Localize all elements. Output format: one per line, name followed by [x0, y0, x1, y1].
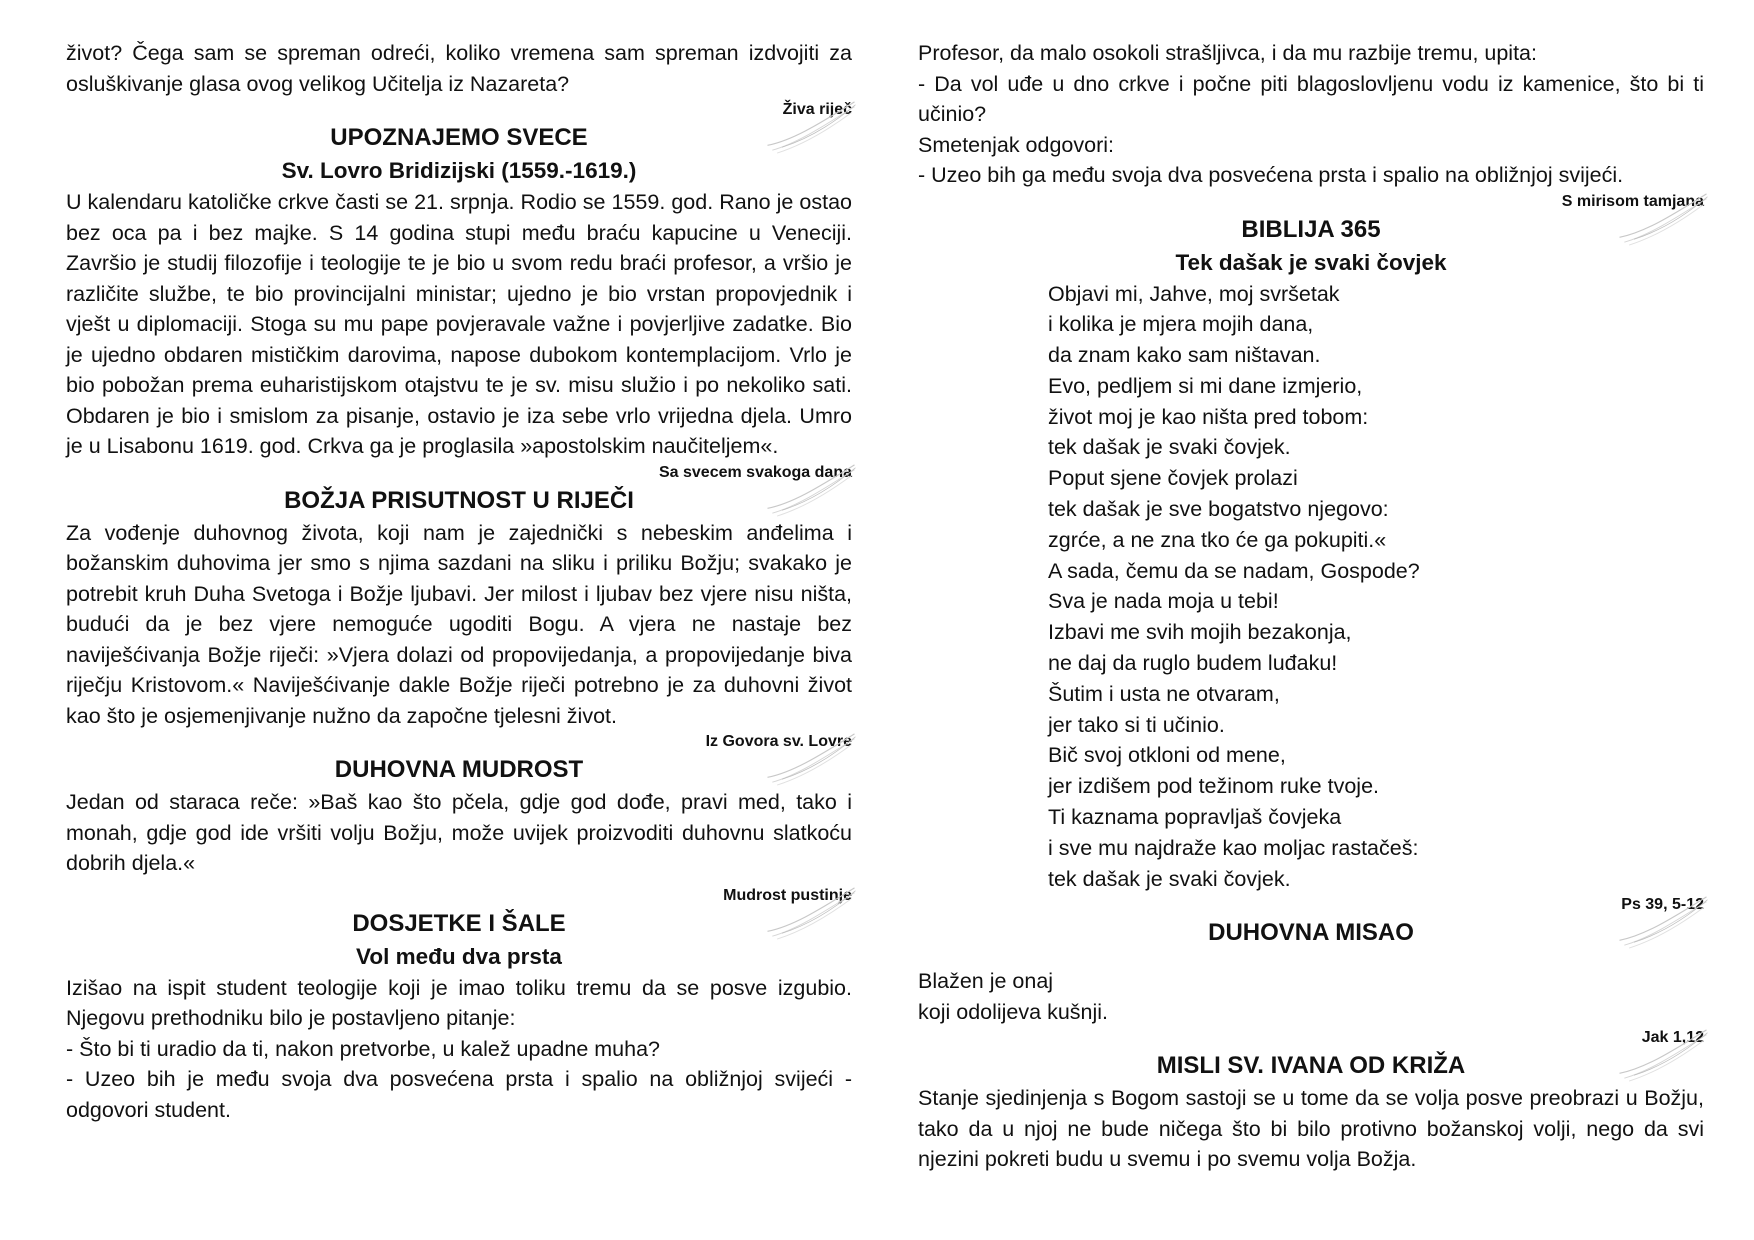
- thought-line-2: koji odolijeva kušnji.: [918, 999, 1109, 1024]
- saints-heading: [66, 121, 852, 155]
- poem-line: tek dašak je sve bogatstvo njegovo:: [1048, 497, 1389, 522]
- jokes-line-2: - Uzeo bih je među svoja dva posvećena prsta i spalio na obližnjoj svijeći - odgovori student.: [66, 1067, 852, 1122]
- left-column: [66, 38, 852, 1125]
- poem-line: ne daj da ruglo budem luđaku!: [1048, 651, 1338, 676]
- jokes-text: Izišao na ispit student teologije koji je imao toliku tremu da se posve izgubio. Njegovu prethodniku bilo je postavljeno pitanje:: [66, 975, 852, 1030]
- bible-subheading: Tek dašak je svaki čovjek: [1175, 249, 1447, 275]
- thought-source: Jak 1,12: [1641, 1029, 1704, 1047]
- poem-line: život moj je kao ništa pred tobom:: [1048, 404, 1369, 429]
- poem-line: i kolika je mjera mojih dana,: [1048, 312, 1314, 337]
- poem-line: Objavi mi, Jahve, moj svršetak: [1048, 281, 1340, 306]
- presence-source: Iz Govora sv. Lovre: [705, 733, 852, 750]
- feather-ornament-icon: [762, 729, 860, 787]
- wisdom-source: Mudrost pustinje: [723, 886, 852, 904]
- presence-text: Za vođenje duhovnog života, koji nam je zajednički s nebeskim anđelima i božanskim duhovima jer smo s njima sazdani na sliku i priliku Božju; svakako je potrebit kruh Duha Svetoga i Božje ljubavi. Jer milost i ljubav bez vjere nisu ništa, budući da je bez vjere nemoguće ugoditi Bogu. A vjera ne nastaje bez naviješćivanja Božje riječi: »Vjera dolazi od propovijedanja, a propovijedanje biva riječju Kristovom.« Naviješćivanje dakle Božje riječi potrebno je za duhovni život kao što je osjemenjivanje nužno da započne tjelesni život.: [66, 520, 852, 728]
- feather-ornament-icon: [1614, 892, 1712, 950]
- poem-line: tek dašak je svaki čovjek.: [1048, 866, 1291, 891]
- jokes-heading-text: DOSJETKE I ŠALE: [352, 909, 566, 937]
- saints-source: Sa svecem svakoga dana: [658, 463, 852, 481]
- bible-heading: [918, 213, 1704, 247]
- poem-line: Šutim i usta ne otvaram,: [1048, 681, 1280, 706]
- bible-heading-text: BIBLIJA 365: [1241, 215, 1381, 243]
- poem-line: Poput sjene čovjek prolazi: [1048, 466, 1298, 491]
- intro-text: život? Čega sam se spreman odreći, koliko vremena sam spreman izdvojiti za osluškivanje glasa ovog velikog Učitelja iz Nazareta?: [66, 41, 852, 96]
- poem-line: zgrće, a ne zna tko će ga pokupiti.«: [1048, 527, 1387, 552]
- poem-line: Ti kaznama popravljaš čovjeka: [1048, 805, 1342, 830]
- thought-line-1: Blažen je onaj: [918, 969, 1054, 994]
- saints-subheading: Sv. Lovro Bridizijski (1559.-1619.): [281, 158, 637, 183]
- feather-ornament-icon: [762, 883, 860, 941]
- presence-heading: [66, 484, 852, 518]
- joke-cont-source: S mirisom tamjana: [1561, 192, 1704, 210]
- intro-source: Živa riječ: [782, 101, 852, 118]
- jokes-heading: [66, 907, 852, 941]
- psalm-poem: [918, 279, 1704, 895]
- saints-heading-text: UPOZNAJEMO SVECE: [330, 124, 588, 151]
- feather-ornament-icon: [1614, 189, 1712, 247]
- saints-text: U kalendaru katoličke crkve časti se 21. srpnja. Rodio se 1559. god. Rano je ostao bez oca pa i bez majke. S 14 godina stupi među braću kapucine u Veneciji. Završio je studij filozofije i teologije te je bio u svom redu braći profesor, a vršio je različite službe, te bio provincijalni ministar; ujedno je bio vrstan propovjednik i vješt u diplomaciji. Stoga su mu pape povjeravale važne i povjerljive zadatke. Bio je ujedno obdaren mističkim darovima, napose dubokom kontemplacijom. Vrlo je bio pobožan prema euharistijskom otajstvu te je sv. misu služio i po nekoliko sati. Obdaren je bio i smislom za pisanje, ostavio je iza sebe vrlo vrijedna djela. Umro je u Lisabonu 1619. god. Crkva ga je proglasila »apostolskim naučiteljem«.: [66, 190, 852, 458]
- poem-line: Evo, pedljem si mi dane izmjerio,: [1048, 373, 1363, 398]
- jokes-line-1: - Što bi ti uradio da ti, nakon pretvorbe, u kalež upadne muha?: [66, 1036, 661, 1061]
- feather-ornament-icon: [762, 97, 860, 155]
- ivan-heading: [918, 1049, 1704, 1083]
- wisdom-heading: [66, 753, 852, 787]
- poem-line: Izbavi me svih mojih bezakonja,: [1048, 620, 1352, 645]
- thought-heading-text: DUHOVNA MISAO: [1208, 919, 1414, 947]
- poem-line: i sve mu najdraže kao moljac rastačeš:: [1048, 835, 1419, 860]
- poem-line: jer izdišem pod težinom ruke tvoje.: [1048, 774, 1380, 799]
- ivan-heading-text: MISLI SV. IVANA OD KRIŽA: [1156, 1052, 1466, 1080]
- joke-cont-line-4: - Uzeo bih ga među svoja dva posvećena prsta i spalio na obližnjoj svijeći.: [918, 163, 1624, 187]
- joke-cont-line-2: - Da vol uđe u dno crkve i počne piti blagoslovljenu vodu iz kamenice, što bi ti učinio?: [918, 71, 1704, 126]
- feather-ornament-icon: [762, 460, 860, 518]
- right-column: [918, 38, 1704, 1175]
- poem-line: tek dašak je svaki čovjek.: [1048, 435, 1291, 460]
- poem-line: jer tako si ti učinio.: [1048, 712, 1225, 737]
- bible-source: Ps 39, 5-12: [1621, 896, 1704, 914]
- thought-heading: [918, 916, 1704, 950]
- ivan-text: Stanje sjedinjenja s Bogom sastoji se u tome da se volja posve preobrazi u Božju, tako da u njoj ne bude ničega što bi bilo protivno božanskoj volji, nego da svi njezini pokreti budu u svemu i po svemu volja Božja.: [918, 1086, 1704, 1172]
- feather-ornament-icon: [1614, 1025, 1712, 1083]
- poem-line: Sva je nada moja u tebi!: [1048, 589, 1279, 614]
- wisdom-text: Jedan od staraca reče: »Baš kao što pčela, gdje god dođe, pravi med, tako i monah, gdje god ide vršiti volju Božju, može uvijek proizvoditi duhovnu slatkoću dobrih djela.«: [66, 790, 852, 875]
- wisdom-heading-text: DUHOVNA MUDROST: [334, 756, 584, 783]
- joke-cont-line-1: Profesor, da malo osokoli strašljivca, i da mu razbije tremu, upita:: [918, 41, 1537, 65]
- jokes-subheading: Vol među dva prsta: [356, 943, 562, 969]
- joke-cont-line-3: Smetenjak odgovori:: [918, 132, 1114, 157]
- poem-line: da znam kako sam ništavan.: [1048, 343, 1321, 368]
- poem-line: A sada, čemu da se nadam, Gospode?: [1048, 558, 1420, 583]
- poem-line: Bič svoj otkloni od mene,: [1048, 743, 1286, 768]
- presence-heading-text: BOŽJA PRISUTNOST U RIJEČI: [284, 486, 634, 514]
